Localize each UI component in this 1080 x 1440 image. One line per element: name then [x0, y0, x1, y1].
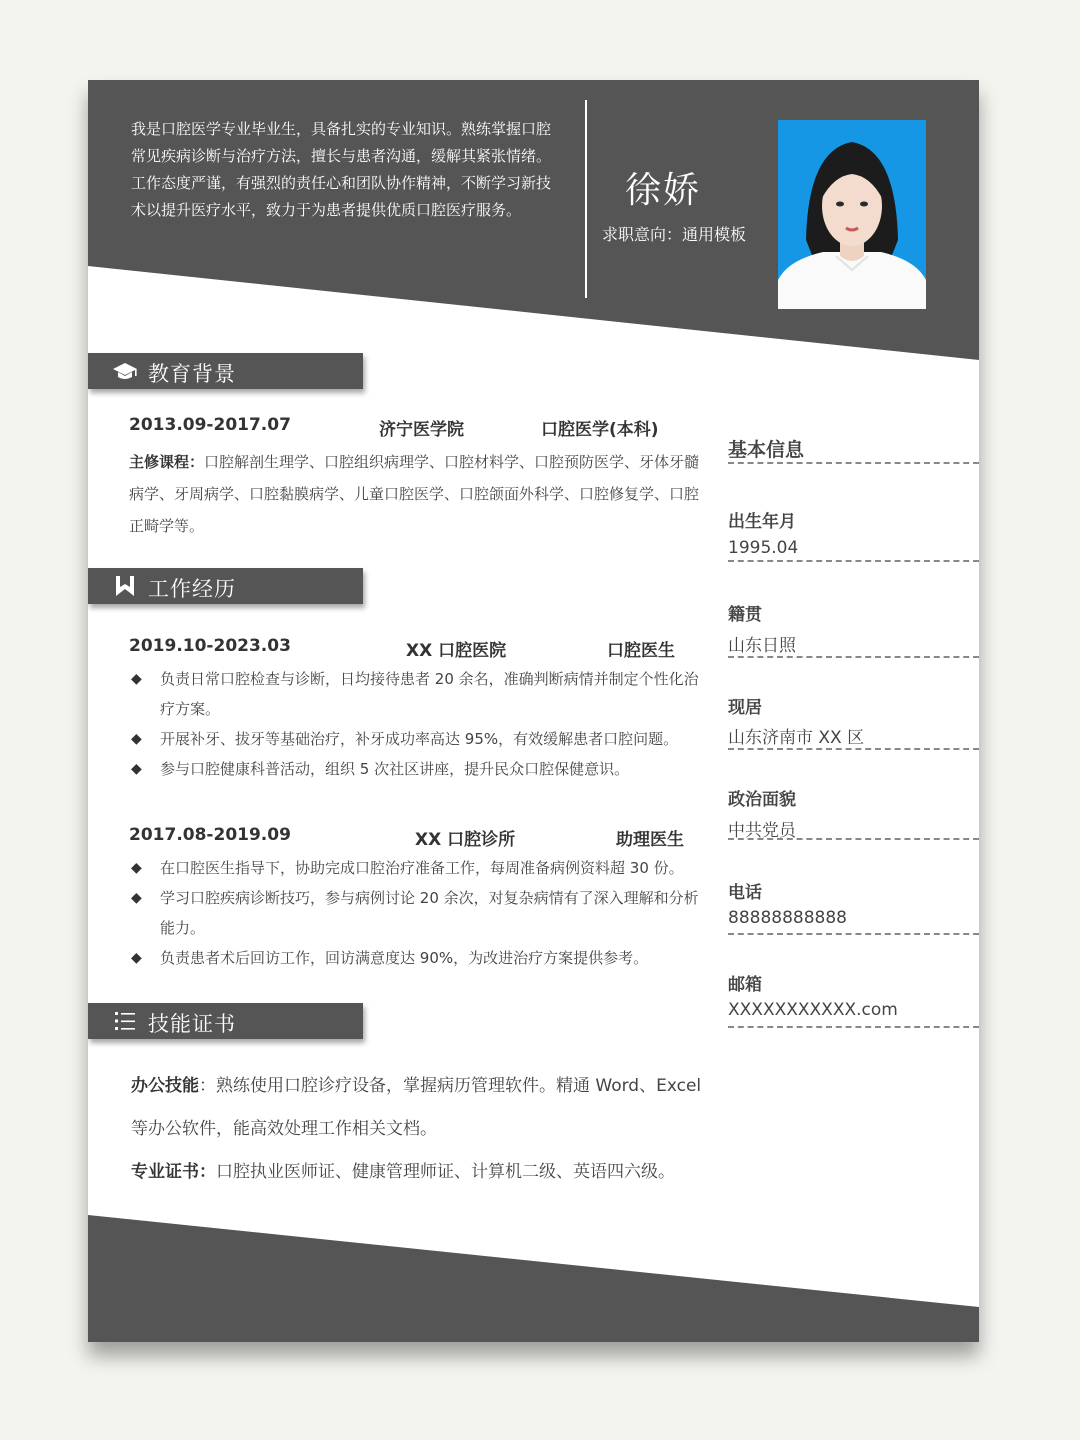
job-intent: 求职意向：通用模板 [602, 225, 747, 244]
birth-value: 1995.04 [728, 538, 799, 558]
job-bullets [129, 664, 709, 784]
list-item: ◆ 开展补牙、拔牙等基础治疗，补牙成功率高达 95%，有效缓解患者口腔问题。 [129, 724, 709, 754]
self-summary: 我是口腔医学专业毕业生，具备扎实的专业知识。熟练掌握口腔常见疾病诊断与治疗方法，擅长与患者沟通，缓解其紧张情绪。工作态度严谨，有强烈的责任心和团队协作精神，不断学习新技术以提升医疗水平，致力于为患者提供优质口腔医疗服务。 [131, 120, 552, 219]
residence-label: 现居 [728, 698, 762, 718]
residence-value: 山东济南市 XX 区 [728, 728, 865, 748]
job-role: 助理医生 [616, 830, 684, 850]
info-divider [728, 933, 979, 935]
phone-value: 88888888888 [728, 908, 847, 928]
job-org: XX 口腔医院 [406, 641, 507, 661]
courses-text: 口腔解剖生理学、口腔组织病理学、口腔材料学、口腔预防医学、牙体牙髓病学、牙周病学、口腔黏膜病学、儿童口腔医学、口腔颌面外科学、口腔修复学、口腔正畸学等。 [129, 453, 700, 535]
list-item: ◆ 负责患者术后回访工作，回访满意度达 90%，为改进治疗方案提供参考。 [129, 943, 709, 973]
certificates-text: 口腔执业医师证、健康管理师证、计算机二级、英语四六级。 [216, 1162, 675, 1182]
skills-title: 技能证书 [148, 1012, 236, 1036]
job-period: 2019.10-2023.03 [129, 636, 291, 656]
political-value: 中共党员 [728, 821, 796, 841]
education-title: 教育背景 [148, 362, 236, 386]
hometown-label: 籍贯 [728, 605, 762, 625]
education-school: 济宁医学院 [379, 420, 464, 440]
job-org: XX 口腔诊所 [415, 830, 516, 850]
job-bullets [129, 853, 709, 973]
email-label: 邮箱 [728, 975, 762, 995]
phone-label: 电话 [728, 883, 762, 903]
footer-band [88, 1215, 979, 1342]
diamond-bullet-icon: ◆ [131, 761, 142, 777]
resume-page [88, 80, 979, 1342]
list-item: ◆ 负责日常口腔检查与诊断，日均接待患者 20 余名，准确判断病情并制定个性化治疗方案。 [129, 664, 709, 724]
hometown-value: 山东日照 [728, 636, 796, 656]
certificates-label: 专业证书： [131, 1162, 216, 1182]
header-divider [585, 100, 587, 298]
birth-label: 出生年月 [728, 512, 796, 532]
education-major: 口腔医学(本科) [541, 420, 659, 440]
work-title: 工作经历 [148, 577, 236, 601]
info-divider [728, 838, 979, 840]
email-value: XXXXXXXXXXX.com [728, 1000, 898, 1020]
skills-header [88, 1003, 363, 1039]
diamond-bullet-icon: ◆ [131, 950, 142, 966]
list-item: ◆ 学习口腔疾病诊断技巧，参与病例讨论 20 余次，对复杂病情有了深入理解和分析能力。 [129, 883, 709, 943]
profile-photo [778, 120, 926, 309]
list-item: ◆ 参与口腔健康科普活动，组织 5 次社区讲座，提升民众口腔保健意识。 [129, 754, 709, 784]
job-period: 2017.08-2019.09 [129, 825, 291, 845]
job-role: 口腔医生 [607, 641, 675, 661]
diamond-bullet-icon: ◆ [131, 671, 142, 687]
education-courses [129, 446, 709, 542]
work-header [88, 568, 363, 604]
list-icon [112, 1010, 138, 1032]
courses-label: 主修课程： [129, 453, 205, 471]
education-header [88, 353, 363, 389]
office-skills-text: ：熟练使用口腔诊疗设备，掌握病历管理软件。精通 Word、Excel 等办公软件，能高效处理工作相关文档。 [131, 1076, 702, 1139]
candidate-name: 徐娇 [625, 170, 702, 211]
office-skills-label: 办公技能 [131, 1076, 199, 1096]
basic-info-title: 基本信息 [728, 439, 805, 461]
skills-text [131, 1065, 711, 1194]
bookmark-icon [112, 575, 138, 597]
info-divider [728, 1026, 979, 1028]
list-item: ◆ 在口腔医生指导下，协助完成口腔治疗准备工作，每周准备病例资料超 30 份。 [129, 853, 709, 883]
info-divider [728, 656, 979, 658]
diamond-bullet-icon: ◆ [131, 860, 142, 876]
info-divider [728, 748, 979, 750]
basic-info-divider [728, 462, 979, 464]
graduation-cap-icon [112, 360, 138, 382]
info-divider [728, 560, 979, 562]
diamond-bullet-icon: ◆ [131, 731, 142, 747]
political-label: 政治面貌 [728, 790, 796, 810]
diamond-bullet-icon: ◆ [131, 890, 142, 906]
education-period: 2013.09-2017.07 [129, 415, 291, 435]
